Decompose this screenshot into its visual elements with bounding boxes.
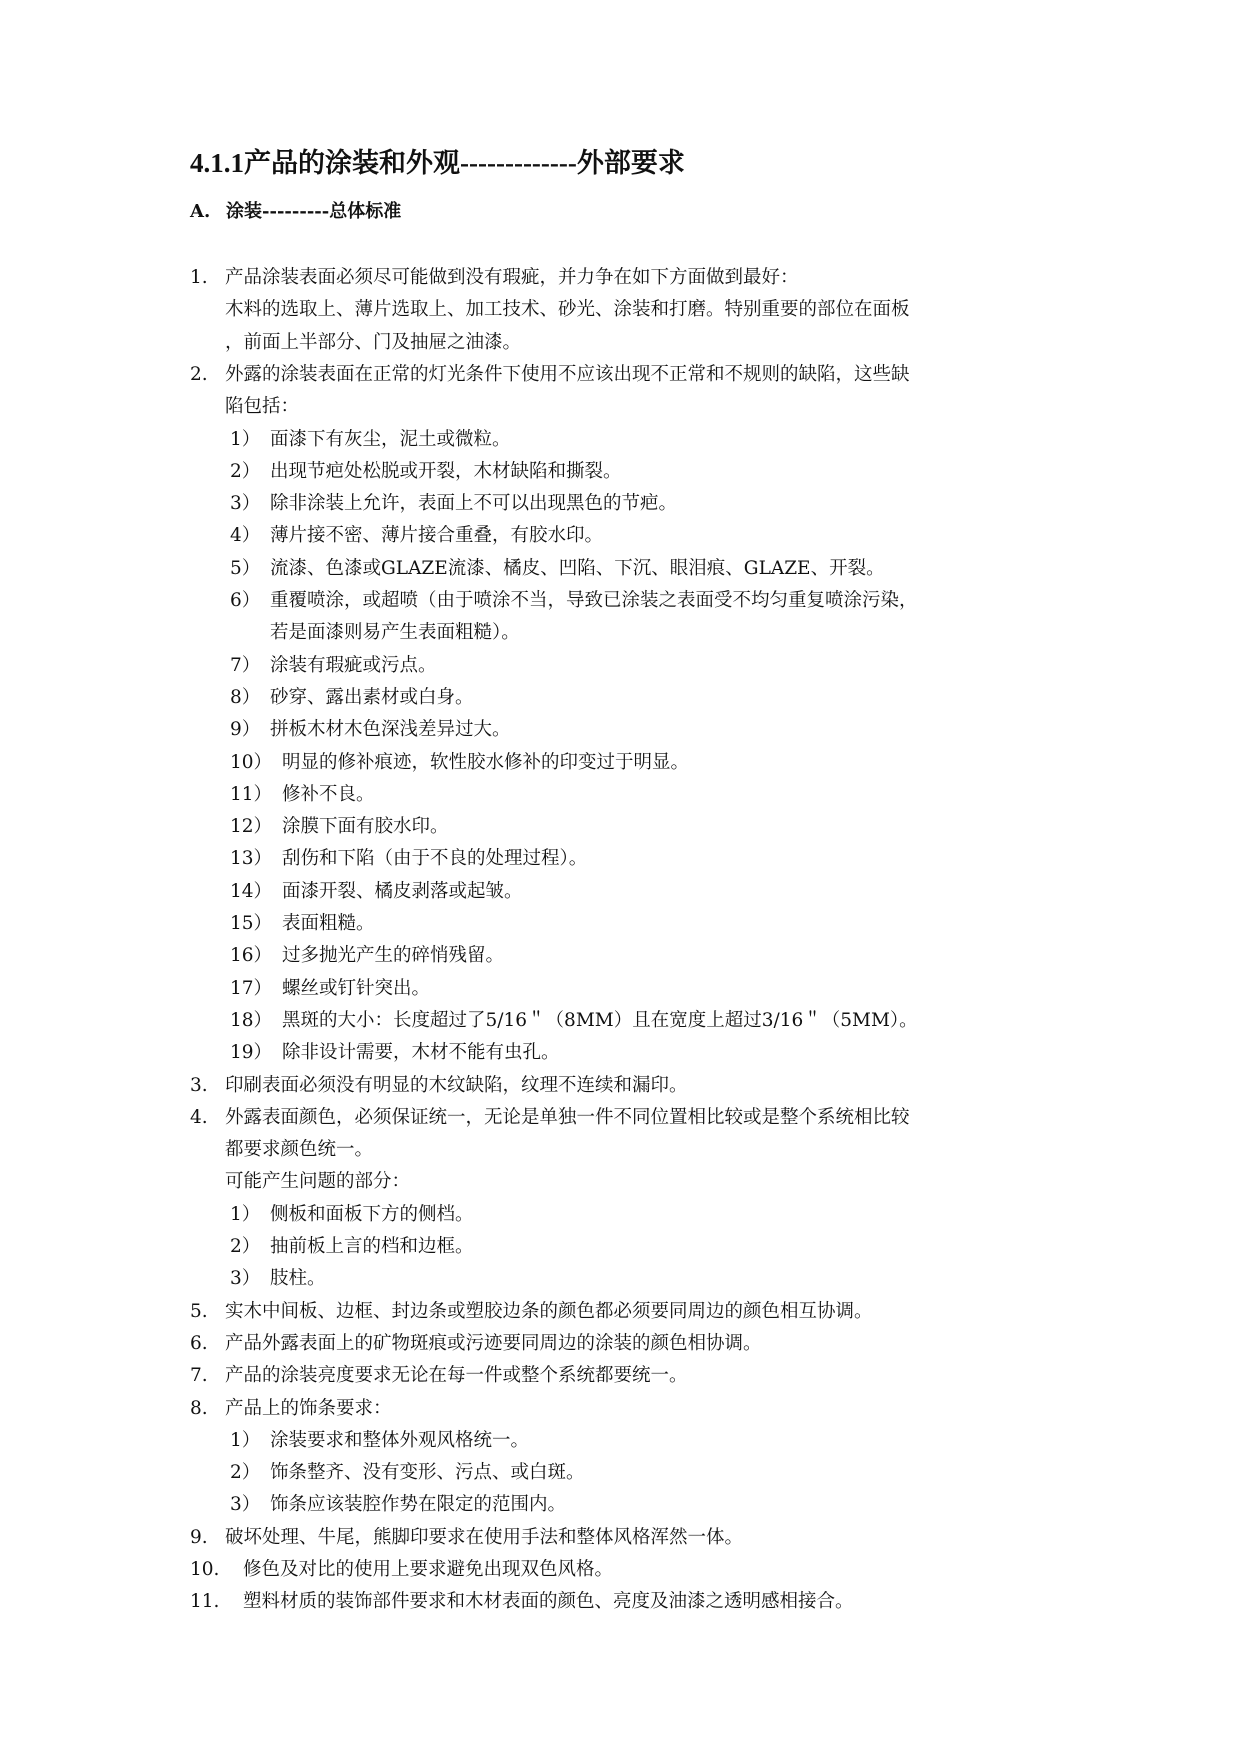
- sub-item-text-line: 肢柱。: [270, 1268, 326, 1290]
- sub-item-number: 4）: [230, 525, 261, 547]
- item-number: 2.: [190, 363, 208, 385]
- item-number: 7.: [190, 1365, 208, 1387]
- item-number: 3.: [190, 1074, 208, 1096]
- sub-item-text-line: 面漆下有灰尘，泥土或微粒。: [270, 428, 511, 450]
- item-text-line: 产品上的饰条要求：: [225, 1397, 392, 1419]
- sub-item-text-line: 刮伤和下陷（由于不良的处理过程）。: [282, 848, 588, 870]
- sub-item-text-line: 出现节疤处松脱或开裂，木材缺陷和撕裂。: [270, 460, 622, 482]
- sub-item-number: 3）: [230, 1494, 261, 1516]
- sub-item-number: 8）: [230, 686, 261, 708]
- sub-item-text-line: 饰条整齐、没有变形、污点、或白斑。: [270, 1462, 585, 1484]
- sub-item-text-line: 修补不良。: [282, 783, 375, 805]
- item-text-line: 外露表面颜色，必须保证统一，无论是单独一件不同位置相比较或是整个系统相比较: [225, 1106, 910, 1128]
- item-text-line: 塑料材质的装饰部件要求和木材表面的颜色、亮度及油漆之透明感相接合。: [243, 1591, 854, 1613]
- sub-item-number: 11）: [230, 783, 273, 805]
- sub-item-number: 12）: [230, 816, 273, 838]
- item-text-line: 产品的涂装亮度要求无论在每一件或整个系统都要统一。: [225, 1365, 688, 1387]
- sub-item-text-line: 薄片接不密、薄片接合重叠，有胶水印。: [270, 525, 604, 547]
- item-text-line: 产品涂装表面必须尽可能做到没有瑕疵，并力争在如下方面做到最好：: [225, 267, 799, 288]
- item-number: 11.: [190, 1591, 220, 1613]
- item-text-line: 印刷表面必须没有明显的木纹缺陷，纹理不连续和漏印。: [225, 1074, 688, 1096]
- item-text-line: 陷包括：: [225, 396, 300, 418]
- sub-item-number: 9）: [230, 719, 261, 741]
- item-text-line: 破坏处理、牛尾，熊脚印要求在使用手法和整体风格浑然一体。: [225, 1526, 744, 1548]
- sub-item-text-line: 涂膜下面有胶水印。: [282, 816, 449, 838]
- sub-item-text-line: 砂穿、露出素材或白身。: [270, 686, 474, 708]
- item-text-line: ，前面上半部分、门及抽屉之油漆。: [225, 331, 522, 353]
- sub-item-number: 2）: [230, 1236, 261, 1257]
- sub-item-text-line: 面漆开裂、橘皮剥落或起皱。: [282, 880, 523, 902]
- sub-item-number: 17）: [230, 977, 273, 999]
- sub-item-text-line: 除非涂装上允许，表面上不可以出现黑色的节疤。: [270, 493, 678, 515]
- sub-item-number: 1）: [230, 1429, 261, 1451]
- sub-item-text-line: 流漆、色漆或GLAZE流漆、橘皮、凹陷、下沉、眼泪痕、GLAZE、开裂。: [270, 557, 885, 579]
- item-text-line: 修色及对比的使用上要求避免出现双色风格。: [243, 1559, 614, 1580]
- item-text-line: 外露的涂装表面在正常的灯光条件下使用不应该出现不正常和不规则的缺陷，这些缺: [225, 363, 910, 385]
- sub-item-number: 10）: [230, 751, 273, 773]
- item-number: 9.: [190, 1526, 208, 1548]
- sub-item-number: 2）: [230, 1462, 261, 1484]
- sub-item-text-line: 黑斑的大小：长度超过了5/16＂（8MM）且在宽度上超过3/16＂（5MM）。: [282, 1009, 918, 1031]
- item-text-line: 木料的选取上、薄片选取上、加工技术、砂光、涂装和打磨。特别重要的部位在面板: [225, 299, 910, 321]
- section-heading: [190, 197, 1090, 227]
- sub-item-number: 19）: [230, 1042, 273, 1064]
- sub-item-number: 7）: [230, 654, 261, 676]
- sub-item-number: 5）: [230, 557, 261, 579]
- sub-item-text-line: 饰条应该装腔作势在限定的范围内。: [270, 1494, 567, 1516]
- item-number: 4.: [190, 1106, 208, 1128]
- item-text-line: 都要求颜色统一。: [225, 1139, 374, 1161]
- sub-item-text-line: 侧板和面板下方的侧档。: [270, 1203, 474, 1225]
- sub-item-text-line: 明显的修补痕迹，软性胶水修补的印变过于明显。: [282, 751, 690, 773]
- item-number: 8.: [190, 1397, 208, 1419]
- item-number: 10.: [190, 1559, 220, 1580]
- item-text-line: 产品外露表面上的矿物斑痕或污迹要同周边的涂装的颜色相协调。: [225, 1332, 762, 1354]
- sub-item-text-line: 过多抛光产生的碎悄残留。: [282, 945, 505, 967]
- sub-item-number: 3）: [230, 493, 261, 515]
- sub-item-number: 3）: [230, 1268, 261, 1290]
- item-number: 5.: [190, 1300, 208, 1322]
- sub-item-text-line: 涂装有瑕疵或污点。: [270, 654, 437, 676]
- sub-item-text-line: 螺丝或钉针突出。: [282, 977, 431, 999]
- sub-item-text-line: 重覆喷涂，或超喷（由于喷涂不当，导致已涂装之表面受不均匀重复喷涂污染，: [270, 590, 918, 611]
- sub-item-text-line: 拼板木材木色深浅差异过大。: [270, 719, 511, 741]
- sub-item-number: 18）: [230, 1009, 273, 1031]
- sub-item-number: 16）: [230, 945, 273, 967]
- sub-item-number: 1）: [230, 428, 261, 450]
- sub-item-number: 15）: [230, 913, 273, 934]
- sub-item-number: 14）: [230, 880, 273, 902]
- sub-item-text-line: 表面粗糙。: [282, 913, 375, 934]
- sub-item-number: 6）: [230, 590, 261, 611]
- sub-item-text-line: 抽前板上言的档和边框。: [270, 1236, 474, 1257]
- page-title: 4.1.1产品的涂装和外观-------------外部要求: [190, 148, 685, 178]
- item-number: 6.: [190, 1332, 208, 1354]
- sub-item-text-line: 若是面漆则易产生表面粗糙）。: [270, 622, 520, 644]
- sub-item-number: 1）: [230, 1203, 261, 1225]
- section-letter: A.: [190, 201, 211, 222]
- sub-item-text-line: 涂装要求和整体外观风格统一。: [270, 1429, 530, 1451]
- item-number: 1.: [190, 267, 208, 288]
- sub-item-number: 2）: [230, 460, 261, 482]
- section-heading-text: 涂装---------总体标准: [226, 201, 402, 222]
- item-text-line: 可能产生问题的部分：: [225, 1171, 411, 1193]
- item-text-line: 实木中间板、边框、封边条或塑胶边条的颜色都必须要同周边的颜色相互协调。: [225, 1300, 873, 1322]
- sub-item-text-line: 除非设计需要，木材不能有虫孔。: [282, 1042, 560, 1064]
- sub-item-number: 13）: [230, 848, 273, 870]
